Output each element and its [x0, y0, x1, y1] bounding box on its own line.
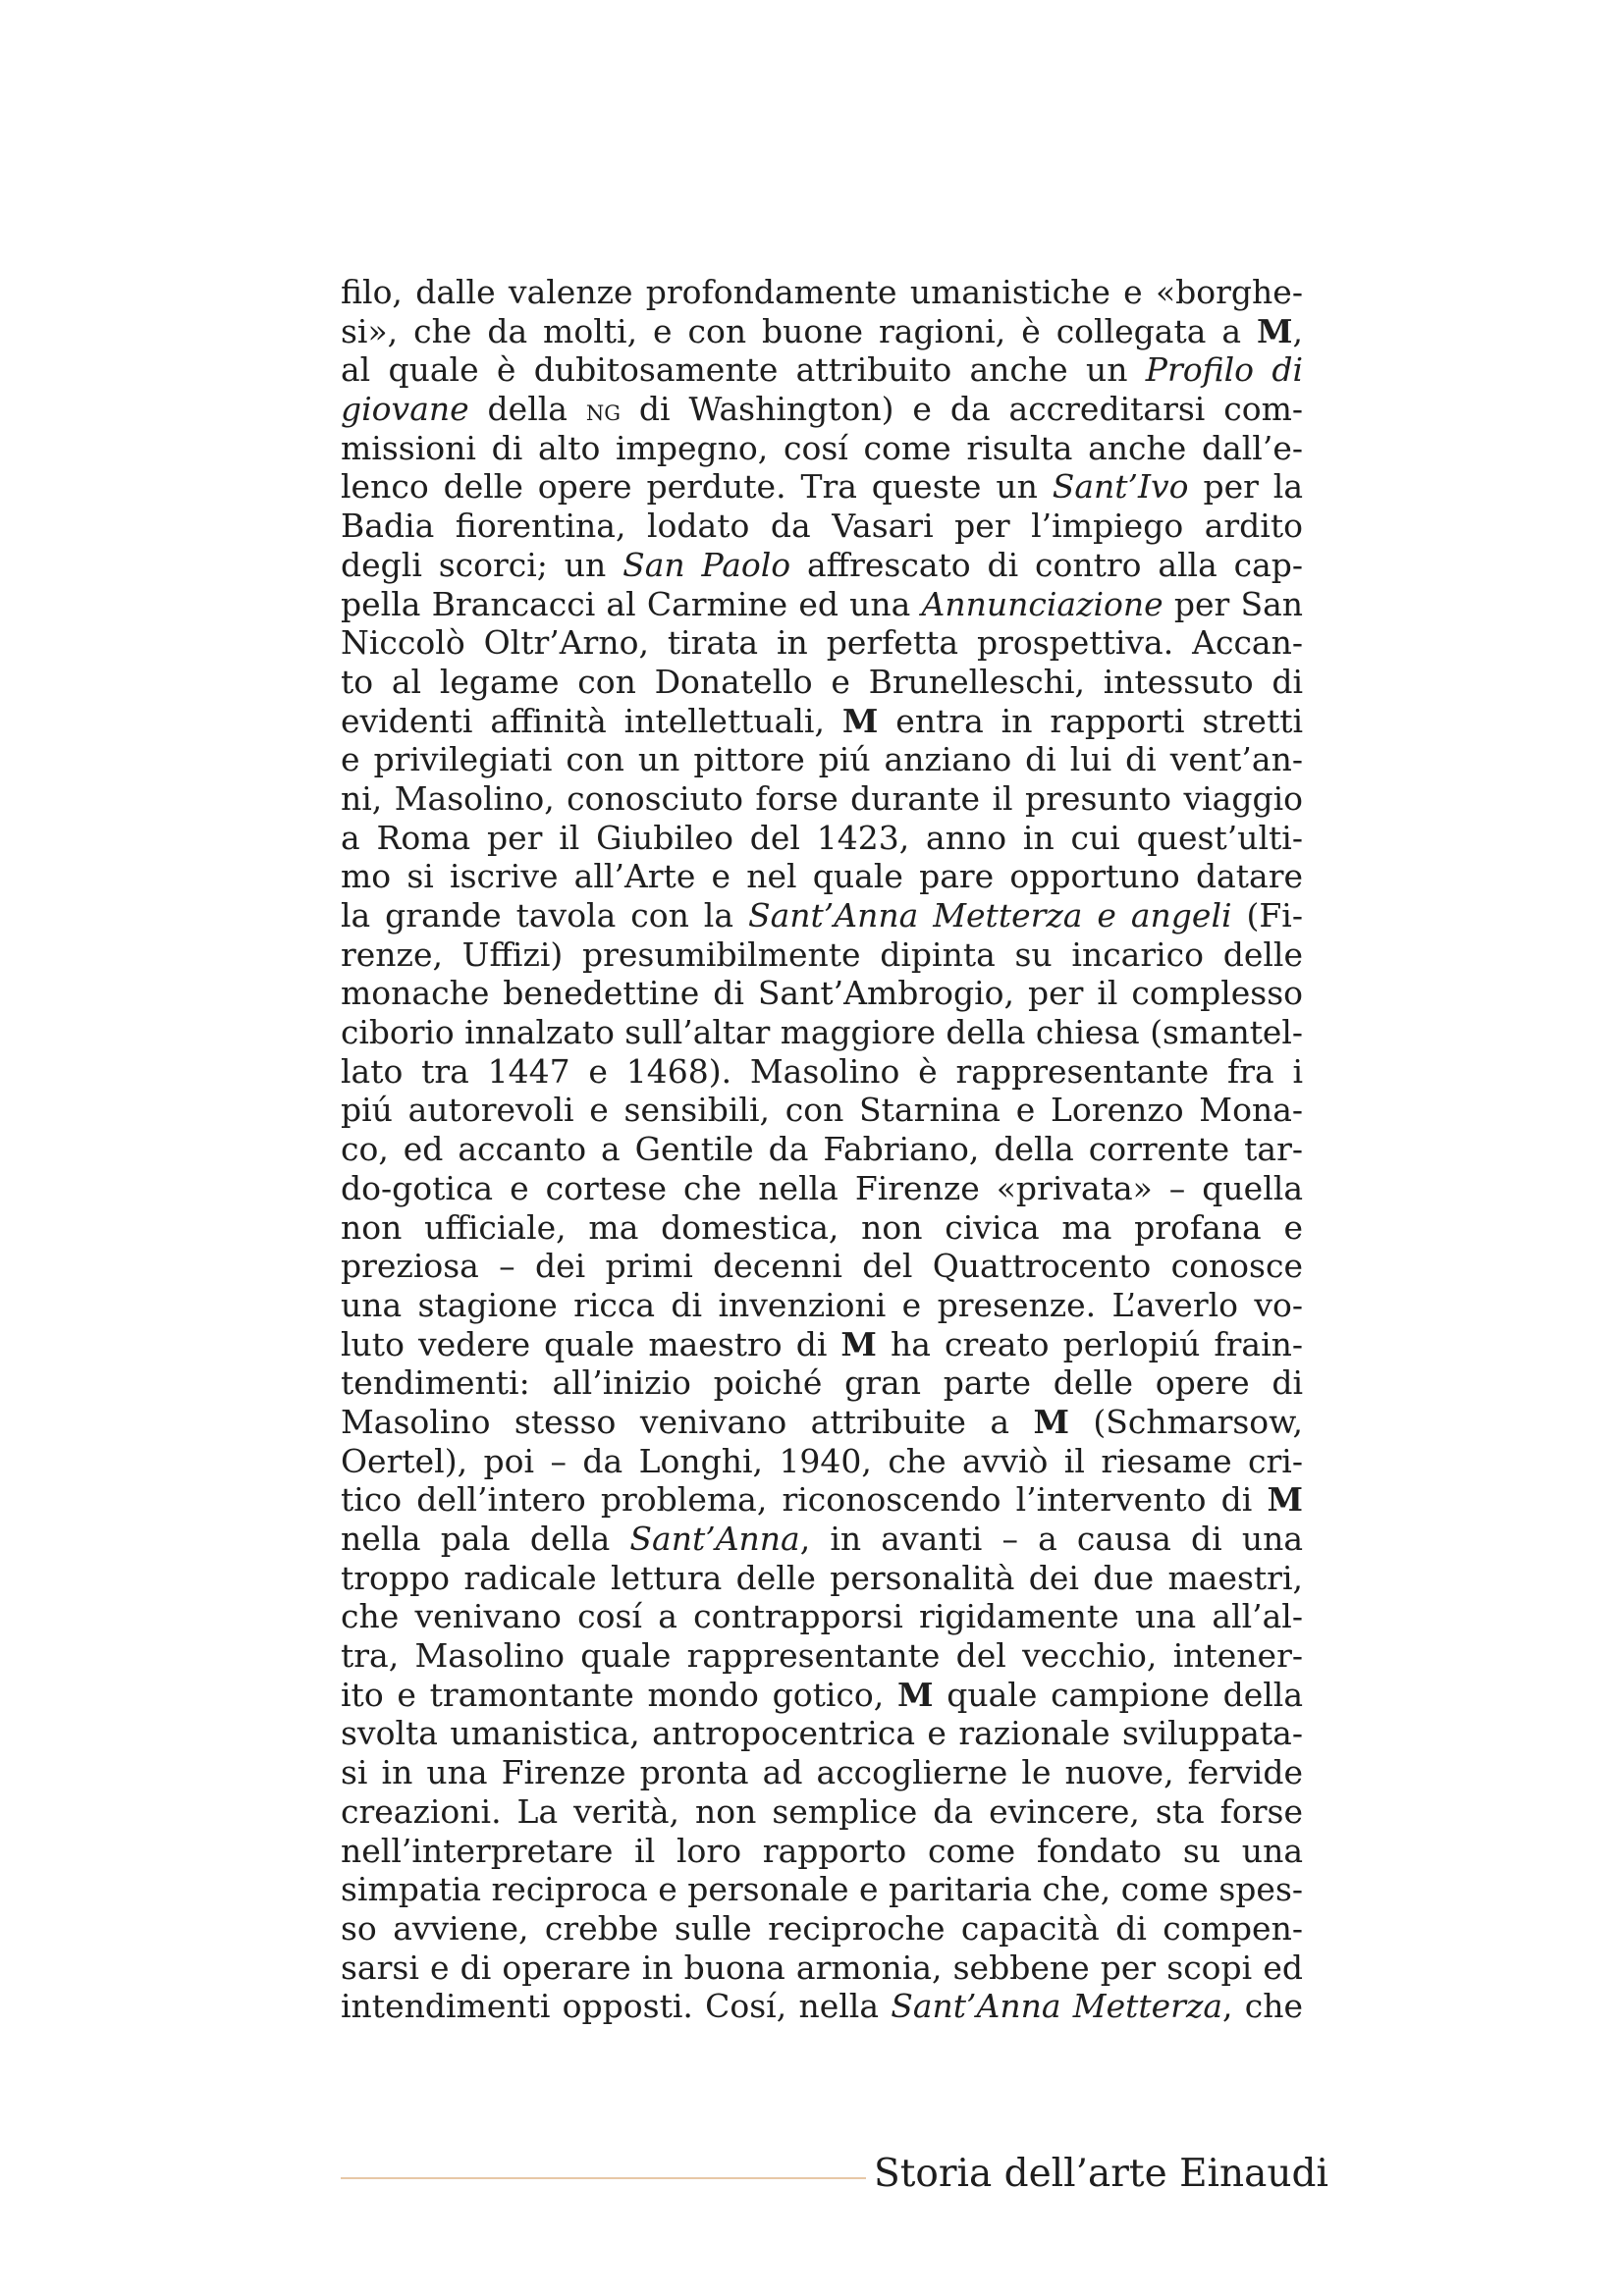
text-line [341, 1987, 1303, 2026]
text-line [341, 663, 1303, 702]
text-run: ng [585, 394, 622, 429]
italic-title: Annunciazione [921, 584, 1163, 623]
text-line [341, 1832, 1303, 1871]
text-run: e privilegiati con un pittore piú anziano di lui di vent’an- [341, 740, 1303, 779]
text-line [341, 740, 1303, 779]
text-line [341, 1636, 1303, 1676]
text-run: co, ed accanto a Gentile da Fabriano, della corrente tar- [341, 1130, 1304, 1169]
text-line [341, 974, 1303, 1013]
text-line [341, 1597, 1303, 1636]
text-line [341, 1286, 1303, 1325]
text-run: troppo radicale lettura delle personalità dei due maestri, [341, 1558, 1303, 1597]
text-run: tra, Masolino quale rappresentante del vecchio, intener- [341, 1636, 1303, 1676]
text-run: mo si iscrive all’Arte e nel quale pare opportuno datare [341, 857, 1303, 896]
text-line [341, 1130, 1303, 1169]
text-line [341, 546, 1303, 585]
text-run: monache benedettine di Sant’Ambrogio, per il complesso [341, 974, 1304, 1013]
text-line [341, 702, 1303, 741]
text-line [341, 312, 1303, 351]
text-line [341, 507, 1303, 546]
text-run: svolta umanistica, antropocentrica e razionale sviluppata- [341, 1714, 1303, 1753]
text-run: evidenti affinità intellettuali, [341, 701, 842, 740]
text-line [341, 1909, 1303, 1949]
text-line [341, 1949, 1303, 1988]
text-run: simpatia reciproca e personale e paritaria che, come spes- [341, 1870, 1304, 1909]
italic-title: San Paolo [622, 545, 791, 584]
text-line [341, 390, 1303, 429]
text-line [341, 1753, 1303, 1792]
text-run: lato tra 1447 e 1468). Masolino è rappresentante fra i [341, 1051, 1303, 1091]
text-run: si in una Firenze pronta ad accoglierne le nuove, fervide [341, 1753, 1304, 1792]
text-run: (Schmarsow, [1068, 1402, 1303, 1441]
text-line [341, 1013, 1303, 1052]
text-run: per San [1163, 584, 1304, 623]
text-run: nell’interpretare il loro rapporto come fondato su una [341, 1831, 1303, 1870]
text-line [341, 467, 1303, 507]
text-run: tico dell’intero problema, riconoscendo l’intervento di [341, 1480, 1268, 1520]
text-run: filo, dalle valenze profondamente umanistiche e «borghe- [341, 273, 1303, 311]
text-line [341, 1442, 1303, 1481]
author-monogram: M [1033, 1402, 1069, 1441]
text-run: al quale è dubitosamente attribuito anche un [341, 350, 1146, 390]
author-monogram: M [841, 701, 879, 740]
text-run: affrescato di contro alla cap- [790, 545, 1304, 584]
italic-title: Sant’Anna Metterza e angeli [747, 896, 1232, 934]
text-run: nella pala della [341, 1520, 630, 1558]
text-line [341, 896, 1303, 935]
text-run: per la [1188, 467, 1303, 507]
text-line [341, 1052, 1303, 1092]
text-line [341, 819, 1303, 858]
text-run: a Roma per il Giubileo del 1423, anno in cui quest’ulti- [341, 818, 1303, 857]
author-monogram: M [840, 1324, 877, 1363]
text-line [341, 779, 1303, 819]
text-run: do-gotica e cortese che nella Firenze «privata» – quella [341, 1168, 1303, 1207]
text-run: piú autorevoli e sensibili, con Starnina e Lorenzo Mona- [341, 1091, 1304, 1130]
text-run: la grande tavola con la [341, 896, 748, 934]
text-line [341, 1403, 1303, 1442]
text-line [341, 623, 1303, 663]
text-line [341, 1714, 1303, 1753]
text-run: ni, Masolino, conosciuto forse durante il presunto viaggio [341, 778, 1303, 818]
text-line [341, 1363, 1303, 1403]
text-run: una stagione ricca di invenzioni e presenze. L’averlo vo- [341, 1285, 1304, 1324]
text-run: entra in rapporti stretti [878, 701, 1304, 740]
italic-title: Profilo di [1145, 350, 1303, 390]
text-line [341, 1247, 1303, 1286]
author-monogram: M [1256, 311, 1293, 350]
text-run: , in avanti – a causa di una [799, 1520, 1304, 1558]
text-run: della [468, 390, 586, 429]
text-line [341, 429, 1303, 468]
text-line [341, 1208, 1303, 1248]
footer-title: Storia dell’arte Einaudi [874, 2152, 1328, 2196]
text-run: di Washington) e da accreditarsi com- [621, 390, 1304, 429]
text-run: Niccolò Oltr’Arno, tirata in perfetta prospettiva. Accan- [341, 623, 1303, 663]
text-line [341, 1870, 1303, 1909]
text-line [341, 1169, 1303, 1208]
text-run: Oertel), poi – da Longhi, 1940, che avviò il riesame cri- [341, 1441, 1303, 1480]
text-line [341, 1520, 1303, 1559]
text-run: , [1292, 311, 1303, 350]
text-run: so avviene, crebbe sulle reciproche capacità di compen- [341, 1908, 1303, 1948]
text-line [341, 935, 1303, 975]
footer-rule [341, 2177, 866, 2179]
text-run: to al legame con Donatello e Brunelleschi, intessuto di [341, 662, 1303, 701]
text-run: lenco delle opere perdute. Tra queste un [341, 467, 1053, 507]
text-run: renze, Uffizi) presumibilmente dipinta su incarico delle [341, 934, 1304, 974]
text-run: tendimenti: all’inizio poiché gran parte delle opere di [341, 1363, 1304, 1403]
text-run: che venivano cosí a contrapporsi rigidamente una all’al- [341, 1597, 1304, 1636]
text-run: si», che da molti, e con buone ragioni, è collegata a [341, 311, 1257, 350]
text-run: (Fi- [1231, 896, 1303, 934]
text-line [341, 350, 1303, 390]
text-line [341, 1480, 1303, 1520]
text-run: , che [1222, 1987, 1304, 2026]
author-monogram: M [1267, 1480, 1303, 1520]
text-line [341, 1325, 1303, 1364]
text-run: ciborio innalzato sull’altar maggiore della chiesa (smantel- [341, 1013, 1303, 1052]
text-run: Badia fiorentina, lodato da Vasari per l’impiego ardito [341, 507, 1303, 546]
text-run: pella Brancacci al Carmine ed una [341, 584, 922, 623]
text-run: luto vedere quale maestro di [341, 1324, 841, 1363]
text-line [341, 273, 1303, 312]
text-line [341, 1792, 1303, 1832]
text-run: ito e tramontante mondo gotico, [341, 1675, 897, 1714]
text-run: quale campione della [933, 1675, 1304, 1714]
text-run: sarsi e di operare in buona armonia, sebbene per scopi ed [341, 1948, 1303, 1987]
text-line [341, 1559, 1303, 1598]
italic-title: Sant’Ivo [1052, 467, 1189, 507]
text-line [341, 585, 1303, 624]
text-run: degli scorci; un [341, 545, 623, 584]
text-line [341, 857, 1303, 896]
text-line [341, 1091, 1303, 1130]
text-run: intendimenti opposti. Cosí, nella [341, 1987, 892, 2026]
author-monogram: M [896, 1675, 934, 1714]
italic-title: giovane [341, 390, 469, 429]
italic-title: Sant’Anna [629, 1520, 800, 1558]
text-run: creazioni. La verità, non semplice da evincere, sta forse [341, 1791, 1303, 1831]
italic-title: Sant’Anna Metterza [891, 1987, 1223, 2026]
text-run: missioni di alto impegno, cosí come risulta anche dall’e- [341, 428, 1304, 467]
body-text [341, 273, 1303, 2026]
text-run: Masolino stesso venivano attribuite a [341, 1402, 1034, 1441]
text-run: non ufficiale, ma domestica, non civica ma profana e [341, 1207, 1304, 1247]
text-run: ha creato perlopiú frain- [876, 1324, 1304, 1363]
text-line [341, 1676, 1303, 1715]
text-run: preziosa – dei primi decenni del Quattrocento conosce [341, 1247, 1303, 1286]
